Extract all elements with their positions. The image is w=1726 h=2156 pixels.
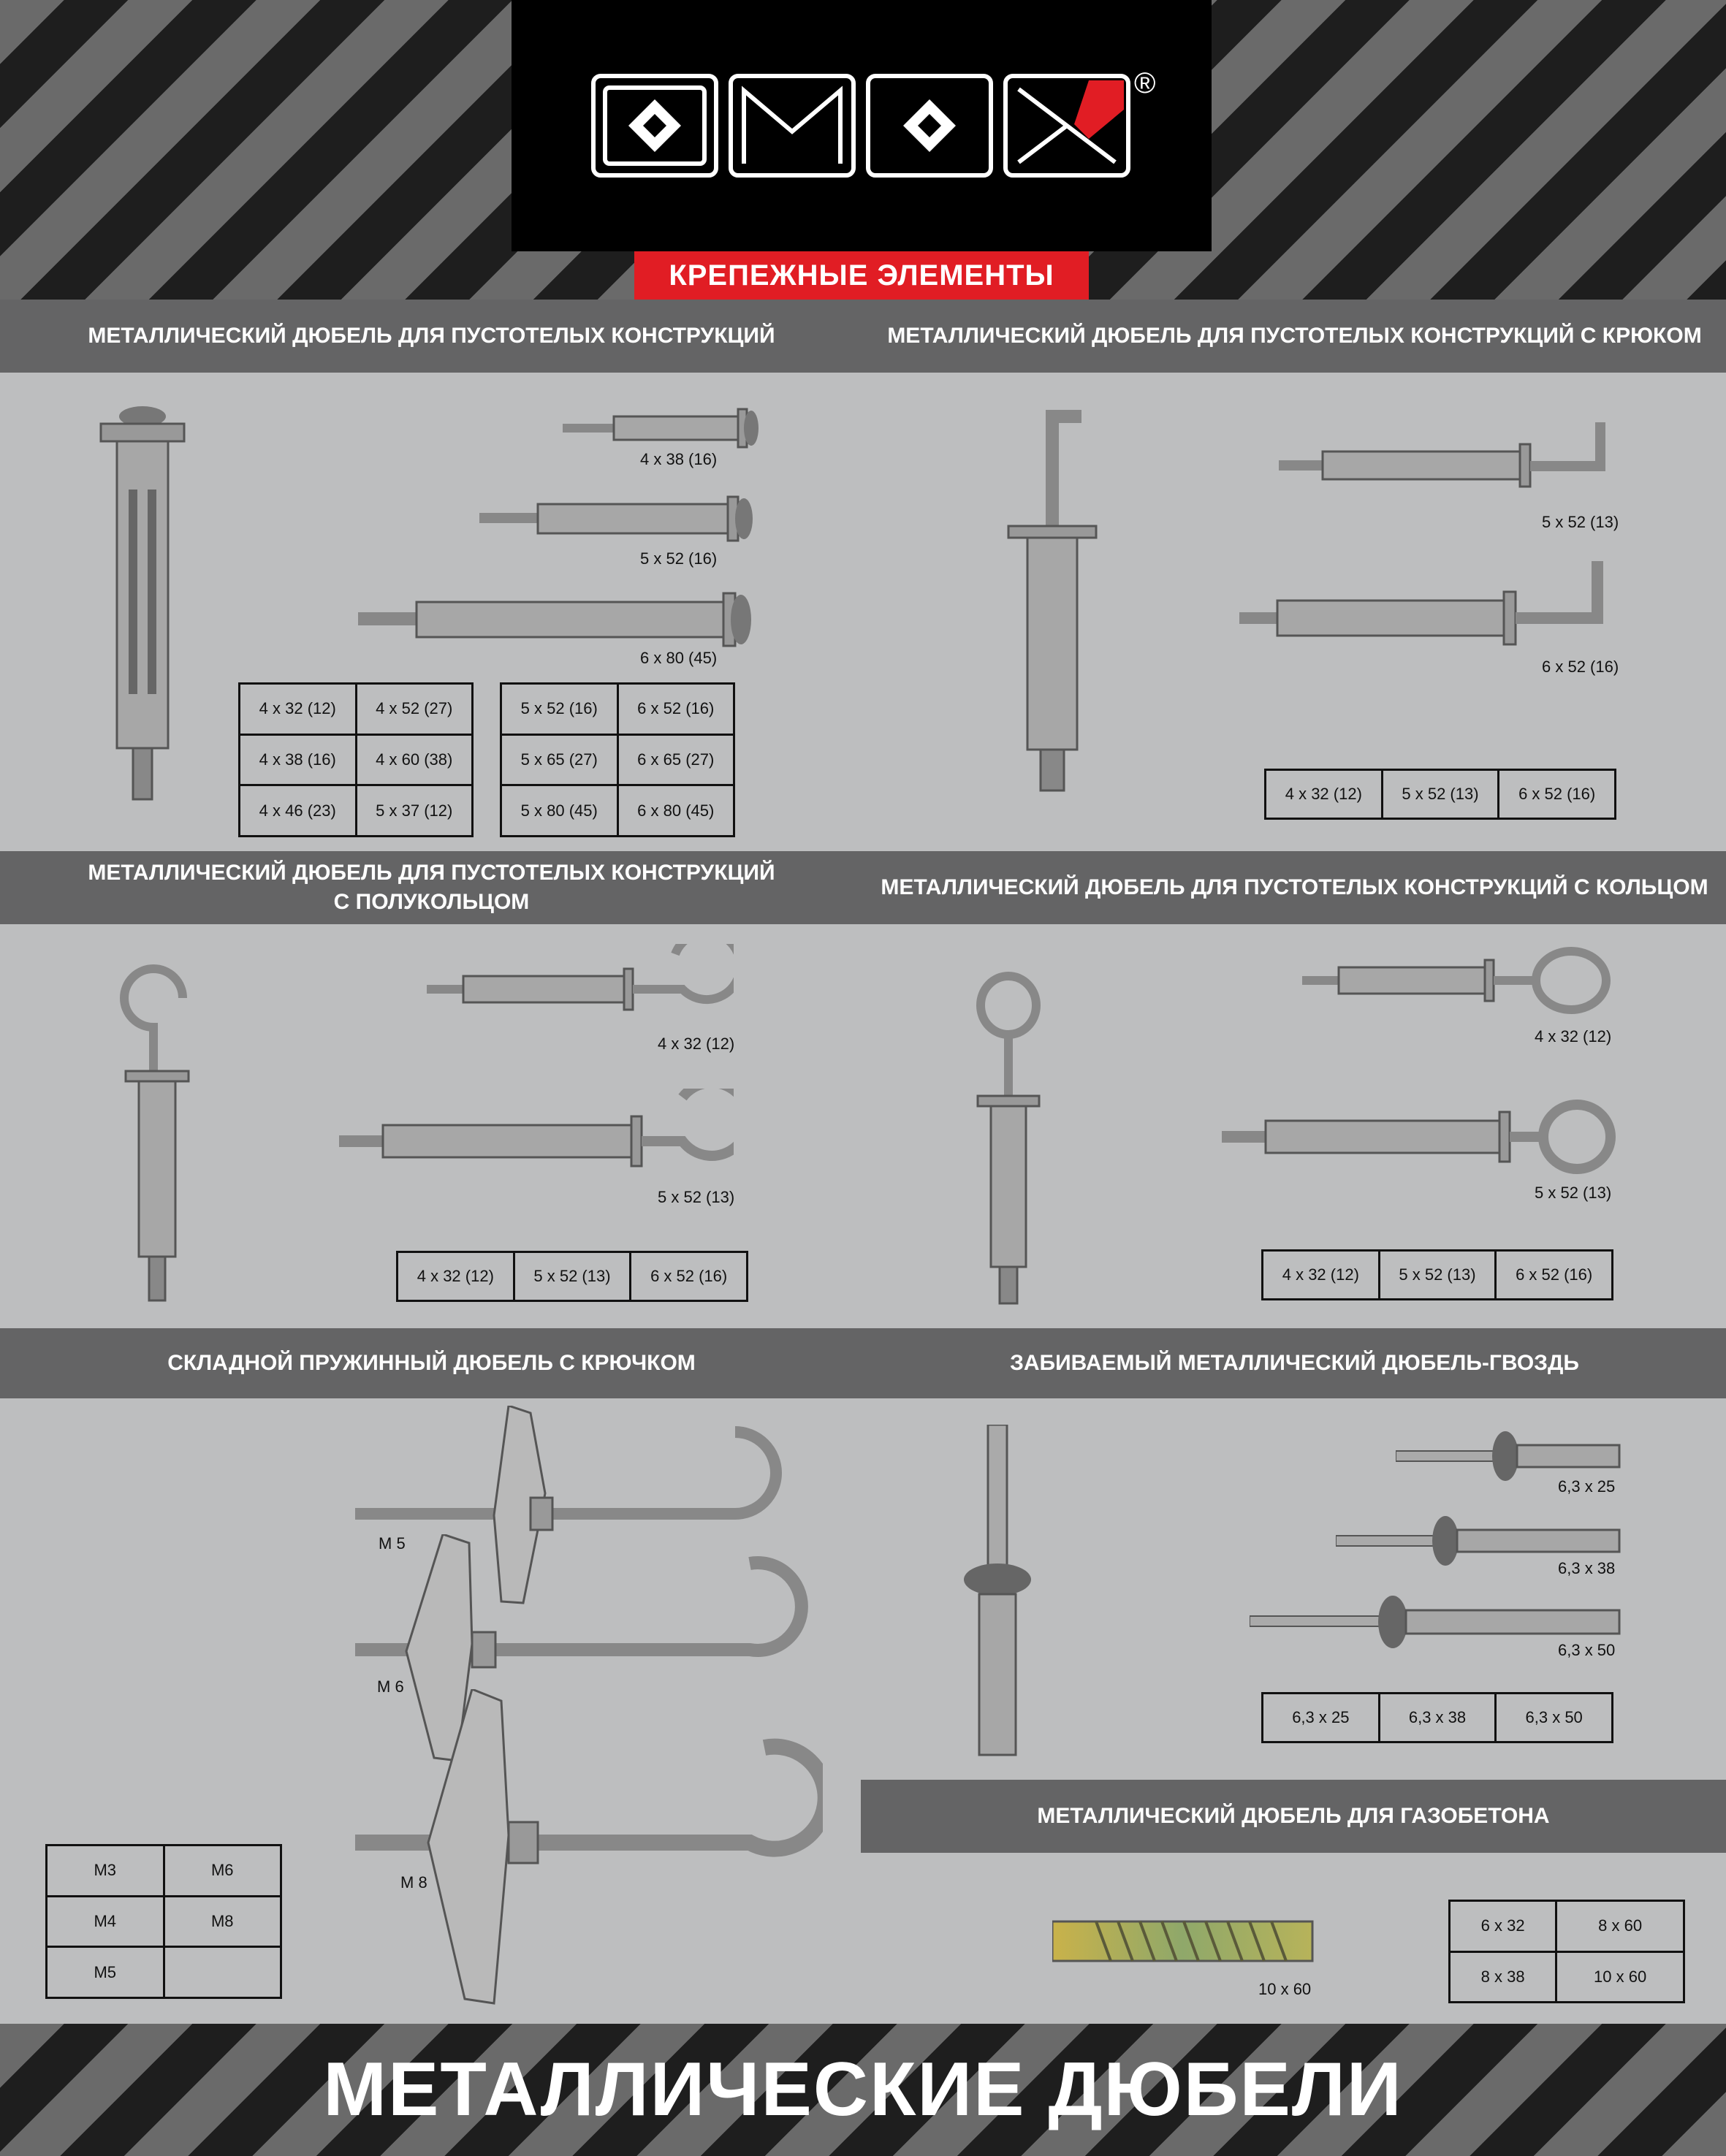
half-ring-anchor-4x32-figure	[427, 944, 734, 1024]
section-title-s1: МЕТАЛЛИЧЕСКИЙ ДЮБЕЛЬ ДЛЯ ПУСТОТЕЛЫХ КОНСТРУКЦИЙ	[0, 300, 863, 373]
table-cell: 6 x 52 (16)	[1499, 770, 1616, 819]
ring-anchor-4x32-figure	[1302, 942, 1616, 1023]
label-s3-4x32: 4 x 32 (12)	[658, 1035, 735, 1053]
section-title-s5: СКЛАДНОЙ ПРУЖИННЫЙ ДЮБЕЛЬ С КРЮЧКОМ	[0, 1328, 863, 1398]
hollow-wall-anchor-5x52-figure	[479, 494, 754, 544]
table-cell: 5 x 80 (45)	[501, 785, 618, 837]
registered-mark: ®	[1134, 67, 1156, 99]
size-table-s1-a	[238, 682, 474, 837]
table-cell: M6	[164, 1845, 281, 1897]
table-cell	[164, 1947, 281, 1998]
ring-anchor-5x52-figure	[1222, 1092, 1616, 1186]
ring-anchor-large-figure	[965, 972, 1052, 1308]
table-cell: 4 x 46 (23)	[240, 785, 357, 837]
omax-logo	[512, 0, 1212, 251]
hollow-wall-anchor-6x80-figure	[358, 590, 753, 649]
half-ring-anchor-5x52-figure	[339, 1089, 734, 1184]
size-table-s5	[45, 1844, 282, 1999]
table-cell: 4 x 52 (27)	[356, 684, 473, 735]
footer-title: МЕТАЛЛИЧЕСКИЕ ДЮБЕЛИ	[323, 2047, 1403, 2132]
brand-subtitle: КРЕПЕЖНЫЕ ЭЛЕМЕНТЫ	[634, 251, 1089, 300]
label-s6-6.3x38: 6,3 x 38	[1558, 1559, 1616, 1577]
table-cell: M5	[47, 1947, 164, 1998]
section-title-s4: МЕТАЛЛИЧЕСКИЙ ДЮБЕЛЬ ДЛЯ ПУСТОТЕЛЫХ КОНСТРУКЦИЙ С КОЛЬЦОМ	[863, 851, 1726, 924]
table-cell: 6 x 32	[1450, 1901, 1556, 1952]
logo-box	[512, 0, 1212, 251]
label-s1-4x38: 4 x 38 (16)	[640, 450, 718, 468]
section-title-s3: МЕТАЛЛИЧЕСКИЙ ДЮБЕЛЬ ДЛЯ ПУСТОТЕЛЫХ КОНСТРУКЦИЙ С ПОЛУКОЛЬЦОМ	[0, 851, 863, 924]
table-cell: 6 x 80 (45)	[617, 785, 734, 837]
section-title-s6: ЗАБИВАЕМЫЙ МЕТАЛЛИЧЕСКИЙ ДЮБЕЛЬ-ГВОЗДЬ	[863, 1328, 1726, 1398]
table-cell: 6 x 65 (27)	[617, 734, 734, 785]
table-cell: M4	[47, 1896, 164, 1947]
label-s2-6x52: 6 x 52 (16)	[1542, 658, 1619, 676]
table-cell: 4 x 32 (12)	[240, 684, 357, 735]
table-cell: 4 x 32 (12)	[1266, 770, 1383, 819]
table-cell: 4 x 60 (38)	[356, 734, 473, 785]
size-table-s1-b	[500, 682, 735, 837]
nail-anchor-large-figure	[957, 1425, 1038, 1761]
spring-toggle-m8-figure	[355, 1689, 823, 2011]
label-s4-4x32: 4 x 32 (12)	[1535, 1027, 1612, 1045]
hook-anchor-5x52-figure	[1279, 415, 1622, 503]
half-ring-anchor-large-figure	[110, 961, 205, 1305]
label-s5-m5: M 5	[379, 1534, 406, 1553]
table-cell: 6 x 52 (16)	[617, 684, 734, 735]
label-s5-m6: M 6	[377, 1677, 404, 1696]
table-cell: 5 x 52 (13)	[1379, 1251, 1496, 1300]
label-s1-6x80: 6 x 80 (45)	[640, 649, 718, 667]
hook-anchor-large-figure	[986, 402, 1118, 796]
table-cell: 6,3 x 50	[1496, 1694, 1613, 1742]
table-cell: 6,3 x 25	[1263, 1694, 1380, 1742]
table-cell: 4 x 32 (12)	[1263, 1251, 1380, 1300]
table-cell: 4 x 32 (12)	[398, 1252, 514, 1301]
table-cell: 8 x 60	[1556, 1901, 1684, 1952]
table-cell: 6,3 x 38	[1379, 1694, 1496, 1742]
size-table-s6	[1261, 1692, 1613, 1743]
label-s6-6.3x25: 6,3 x 25	[1558, 1477, 1616, 1496]
label-s7-10x60: 10 x 60	[1258, 1980, 1312, 1998]
label-s4-5x52: 5 x 52 (13)	[1535, 1184, 1612, 1202]
size-table-s2	[1264, 769, 1616, 820]
label-s3-5x52: 5 x 52 (13)	[658, 1188, 735, 1206]
table-cell: 6 x 52 (16)	[631, 1252, 748, 1301]
label-s1-5x52: 5 x 52 (16)	[640, 549, 718, 568]
table-cell: 5 x 52 (16)	[501, 684, 618, 735]
hollow-wall-anchor-4x38-figure	[563, 406, 760, 450]
label-s6-6.3x50: 6,3 x 50	[1558, 1641, 1616, 1659]
hollow-wall-anchor-large-figure	[88, 402, 197, 811]
section-title-s2: МЕТАЛЛИЧЕСКИЙ ДЮБЕЛЬ ДЛЯ ПУСТОТЕЛЫХ КОНСТРУКЦИЙ С КРЮКОМ	[863, 300, 1726, 373]
label-s5-m8: M 8	[400, 1873, 427, 1892]
size-table-s7	[1448, 1900, 1685, 2003]
size-table-s3	[396, 1251, 748, 1302]
table-cell: 4 x 38 (16)	[240, 734, 357, 785]
table-cell: 5 x 52 (13)	[1382, 770, 1499, 819]
table-cell: 5 x 37 (12)	[356, 785, 473, 837]
aerated-concrete-anchor-figure	[1052, 1916, 1315, 1967]
table-cell: 10 x 60	[1556, 1951, 1684, 2003]
table-cell: 5 x 65 (27)	[501, 734, 618, 785]
table-cell: 5 x 52 (13)	[514, 1252, 631, 1301]
table-cell: M8	[164, 1896, 281, 1947]
label-s2-5x52: 5 x 52 (13)	[1542, 513, 1619, 531]
section-title-s7: МЕТАЛЛИЧЕСКИЙ ДЮБЕЛЬ ДЛЯ ГАЗОБЕТОНА	[861, 1780, 1726, 1853]
size-table-s4	[1261, 1249, 1613, 1300]
hook-anchor-6x52-figure	[1239, 552, 1619, 655]
nail-anchor-6.3x25-figure	[1396, 1431, 1622, 1482]
table-cell: M3	[47, 1845, 164, 1897]
table-cell: 6 x 52 (16)	[1496, 1251, 1613, 1300]
table-cell: 8 x 38	[1450, 1951, 1556, 2003]
